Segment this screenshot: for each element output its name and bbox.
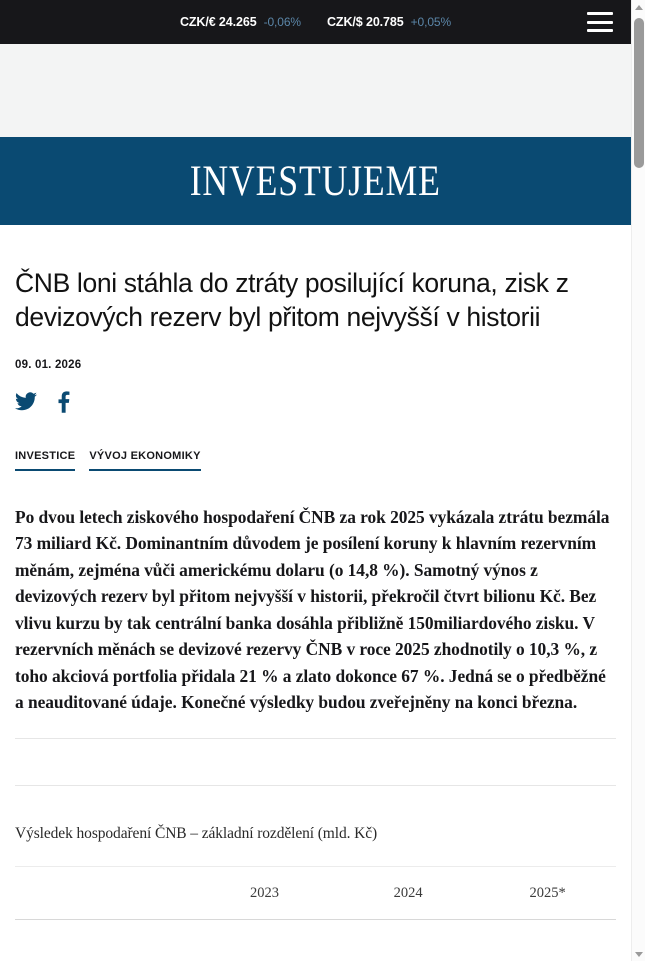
article-tag-vyvoj-ekonomiky[interactable]: VÝVOJ EKONOMIKY <box>89 450 200 471</box>
ticker-pair-label: CZK/$ 20.785 <box>326 15 404 29</box>
ticker-change-value: +0,05% <box>410 15 452 29</box>
scrollbar-thumb[interactable] <box>634 18 644 168</box>
article-date: 09. 01. 2026 <box>15 358 82 371</box>
hamburger-bar <box>587 21 613 24</box>
scroll-down-arrow-icon[interactable] <box>632 947 645 961</box>
article-tag-investice[interactable]: INVESTICE <box>15 450 75 471</box>
table-caption: Výsledek hospodaření ČNB – základní rozdělení (mld. Kč) <box>15 825 378 843</box>
hamburger-menu-icon[interactable] <box>587 12 613 32</box>
ticker-pair-label: CZK/€ 24.265 <box>179 15 257 29</box>
content-divider <box>15 785 616 786</box>
ticker-change-value: -0,06% <box>263 15 301 29</box>
table-header-row <box>15 867 616 920</box>
ticker-item-czk-eur[interactable] <box>180 15 301 29</box>
twitter-share-icon[interactable] <box>15 392 37 411</box>
table-col-header-2024: 2024 <box>337 867 479 920</box>
site-logo-bar[interactable] <box>0 137 631 225</box>
hamburger-bar <box>587 29 613 32</box>
facebook-share-icon[interactable] <box>58 391 70 413</box>
arrow-down-glyph <box>635 952 643 957</box>
scroll-up-arrow-icon[interactable] <box>632 0 645 14</box>
table-col-header-2025: 2025* <box>479 867 616 920</box>
social-share-row <box>15 390 616 414</box>
ticker-items <box>180 15 451 29</box>
article-headline: ČNB loni stáhla do ztráty posilující koruna, zisk z devizových rezerv byl přitom nejvyšší v historii <box>15 268 569 332</box>
hamburger-bar <box>587 12 613 15</box>
site-logo-text: INVESTUJEME <box>189 157 442 205</box>
arrow-up-glyph <box>635 5 643 10</box>
article-tags-row <box>15 450 616 471</box>
table-header <box>15 867 616 920</box>
header-spacer-band <box>0 44 631 137</box>
ticker-item-czk-usd[interactable] <box>327 15 451 29</box>
table-col-header-label <box>15 867 192 920</box>
currency-ticker-bar <box>0 0 631 44</box>
article-perex: Po dvou letech ziskového hospodaření ČNB za rok 2025 vykázala ztrátu bezmála 73 miliard Kč. Dominantním důvodem je posílení koruny k hlavním rezervním měnám, zejména vůči americkému dolaru (o 14,8 %). Samotný výnos z devizových rezerv byl přitom nejvyšší v historii, překročil čtvrt bilionu Kč. Bez vlivu kurzu by tak centrální banka dosáhla přibližně 150miliardového zisku. V rezervních měnách se devizové rezervy ČNB v roce 2025 zhodnotily o 10,3 %, z toho akciová portfolia přidala 21 % a zlato dokonce 67 %. Jedná se o předběžné a neauditované údaje. Konečné výsledky budou zveřejněny na konci března. <box>15 506 610 712</box>
vertical-scrollbar[interactable] <box>631 0 645 961</box>
content-divider <box>15 738 616 739</box>
table-col-header-2023: 2023 <box>192 867 337 920</box>
results-table <box>15 866 616 920</box>
article-container <box>0 267 631 920</box>
